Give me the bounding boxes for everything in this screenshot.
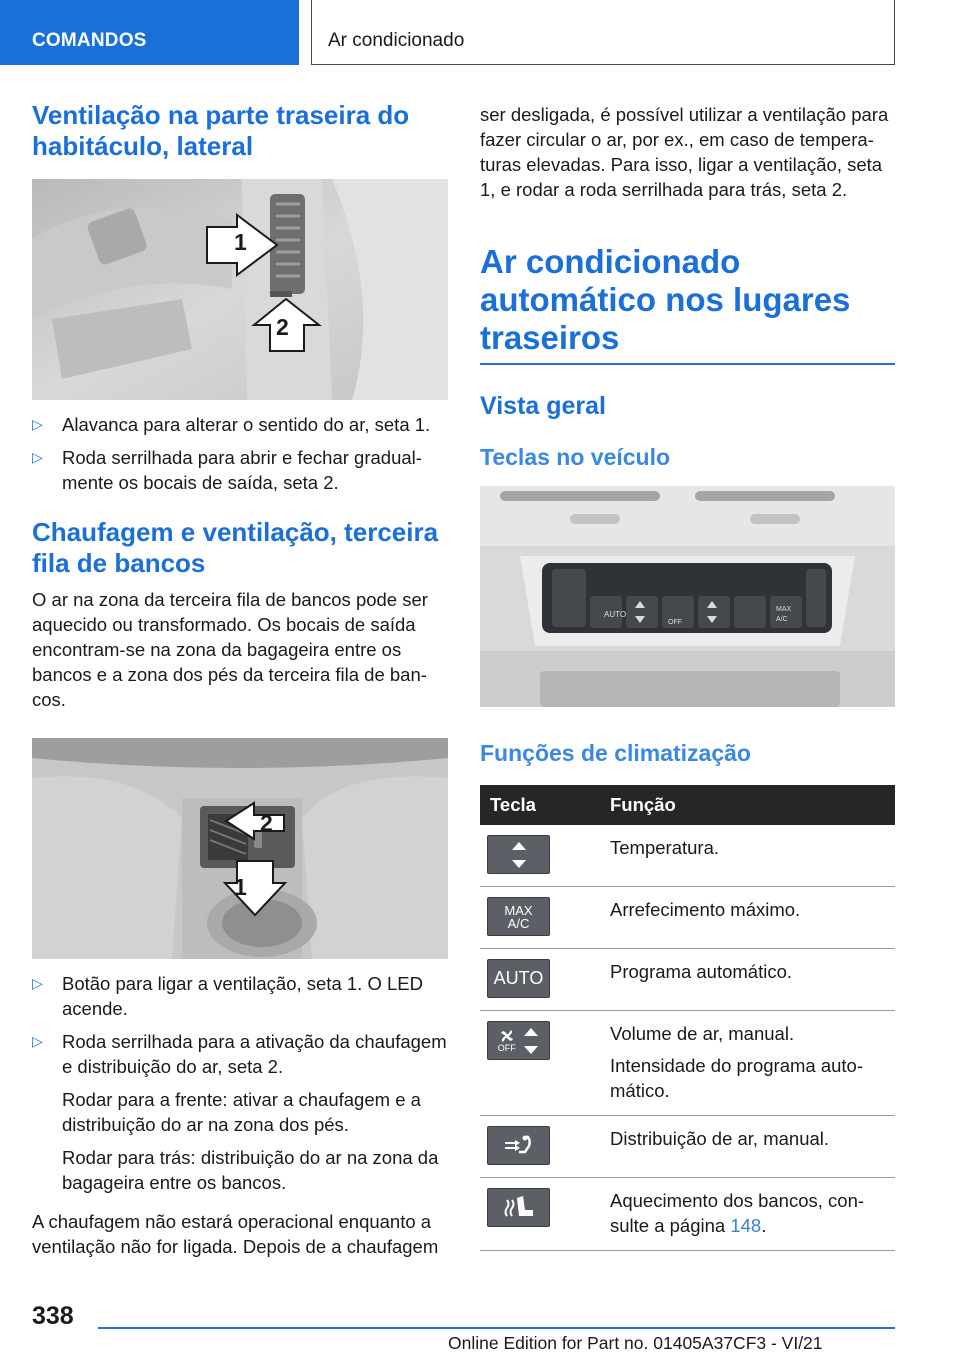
table-row <box>480 887 895 949</box>
temperature-key-icon <box>487 835 550 874</box>
function-text: Temperatura. <box>606 825 895 887</box>
table-header-row <box>480 785 895 825</box>
page-number: 338 <box>32 1302 74 1330</box>
page-link[interactable]: 148 <box>730 1215 762 1236</box>
heading-third-row: Chaufagem e ventilação, terceira fila de bancos <box>32 517 439 578</box>
section-tab: COMANDOS <box>0 0 299 65</box>
heading-keys-in-vehicle: Teclas no veículo <box>480 444 671 470</box>
list-subparagraph: Rodar para a frente: ativar a chaufagem e a distribuição do ar na zona dos pés. <box>62 1089 421 1135</box>
list-item: ▷ Roda serrilhada para a ativação da chaufagem e distribuição do ar, seta 2. Rodar para a frente: ativar a chaufagem e a distribuição do ar na zona dos pés. Rodar para trás: distribuição do ar na zona da bagageira entre os bancos. <box>32 1031 447 1193</box>
heading-side-ventilation: Ventilação na parte traseira do habitáculo, lateral <box>32 100 410 161</box>
seat-heating-key-icon <box>487 1188 550 1227</box>
chapter-title: Ar condicionado <box>311 0 895 65</box>
triangle-bullet-icon: ▷ <box>32 416 43 432</box>
column-header-key: Tecla <box>480 785 606 825</box>
triangle-bullet-icon: ▷ <box>32 975 43 991</box>
table-row <box>480 1178 895 1251</box>
panel-ac-label: A/C <box>776 616 788 623</box>
list-item: ▷ Alavanca para alterar o sentido do ar, seta 1. <box>32 414 431 435</box>
triangle-bullet-icon: ▷ <box>32 1033 43 1049</box>
third-row-list <box>32 971 448 1195</box>
table-row <box>480 1116 895 1178</box>
rear-climate-panel-photo <box>480 486 895 707</box>
callout-1: 1 <box>234 874 247 900</box>
third-row-paragraph: O ar na zona da terceira fila de bancos pode ser aquecido ou transformado. Os bocais de saída encontram-se na zona da bagageira entre os bancos e a zona dos pés da terceira fila de bancos. <box>32 589 428 710</box>
continued-paragraph: ser desligada, é possível utilizar a ventilação para fazer circular o ar, por ex., em caso de temperaturas elevadas. Para isso, ligar a ventilação, seta 1, e rodar a roda serrilhada para trás, seta 2. <box>480 104 889 200</box>
column-header-function: Função <box>606 785 895 825</box>
function-text: Distribuição de ar, manual. <box>606 1116 895 1178</box>
side-vent-list <box>32 412 448 495</box>
auto-key-icon: AUTO <box>487 959 550 998</box>
list-item: ▷ Roda serrilhada para abrir e fechar gradualmente os bocais de saída, seta 2. <box>32 447 422 493</box>
fan-volume-key-icon: OFF <box>487 1021 550 1060</box>
edition-text: Online Edition for Part no. 01405A37CF3 - VI/21 <box>448 1333 823 1353</box>
list-item: ▷ Botão para ligar a ventilação, seta 1. O LED acende. <box>32 973 423 1019</box>
function-text: Volume de ar, manual. Intensidade do programa automático. <box>606 1011 895 1116</box>
side-vent-photo <box>32 179 448 400</box>
panel-auto-label: AUTO <box>604 610 627 619</box>
table-row <box>480 1011 895 1116</box>
air-distribution-key-icon <box>487 1126 550 1165</box>
heading-climate-functions: Funções de climatização <box>480 740 751 766</box>
callout-2: 2 <box>260 810 273 836</box>
right-column <box>480 100 895 1251</box>
callout-2: 2 <box>276 314 289 340</box>
side-vent-illustration <box>32 179 448 400</box>
heading-rear-auto-ac: Ar condicionado automático nos lugares traseiros <box>480 243 851 356</box>
table-row <box>480 949 895 1011</box>
heading-rule <box>480 363 895 365</box>
function-text: Arrefecimento máximo. <box>606 887 895 949</box>
rear-climate-panel-illustration <box>480 486 895 707</box>
panel-off-label: OFF <box>668 619 682 626</box>
third-row-photo <box>32 738 448 959</box>
panel-max-label: MAX <box>776 606 792 613</box>
max-ac-key-icon: MAX A/C <box>487 897 550 936</box>
triangle-bullet-icon: ▷ <box>32 449 43 465</box>
callout-1: 1 <box>234 229 247 255</box>
list-subparagraph: Rodar para trás: distribuição do ar na zona da bagageira entre os bancos. <box>62 1147 439 1193</box>
third-row-illustration <box>32 738 448 959</box>
heating-note-paragraph: A chaufagem não estará operacional enquanto a ventilação não for ligada. Depois de a chaufagem <box>32 1211 439 1257</box>
left-column <box>32 100 448 1259</box>
heading-overview: Vista geral <box>480 392 607 420</box>
function-text: Programa automático. <box>606 949 895 1011</box>
table-row <box>480 825 895 887</box>
function-text: Aquecimento dos bancos, consulte a página 148. <box>606 1178 895 1251</box>
footer-rule <box>98 1327 895 1329</box>
climate-functions-table <box>480 785 895 1251</box>
